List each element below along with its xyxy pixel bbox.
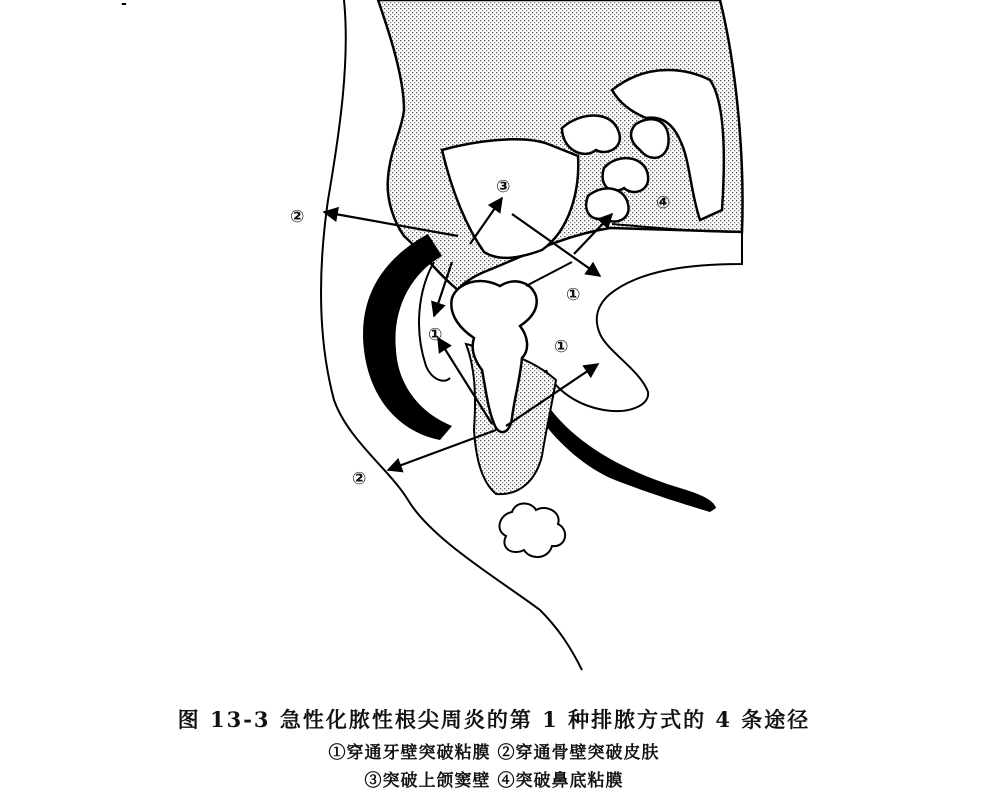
label-path2-lower: ② xyxy=(352,469,367,489)
label-path4: ④ xyxy=(656,193,671,213)
label-path2-upper: ② xyxy=(290,207,305,227)
figure-caption-title: 图 13-3 急性化脓性根尖周炎的第 1 种排脓方式的 4 条途径 xyxy=(177,707,811,732)
figure-caption-legend-2: ③突破上颌窦壁 ④突破鼻底粘膜 xyxy=(364,771,624,791)
label-path1-left: ① xyxy=(428,325,443,345)
cortical-bone-lower xyxy=(538,400,716,512)
label-path1-upper-right: ① xyxy=(566,285,581,305)
arrow-sinus-connector xyxy=(526,262,572,286)
label-path3: ③ xyxy=(496,177,511,197)
nasal-cell-lower xyxy=(586,188,628,221)
stray-mark: - xyxy=(121,0,127,12)
nasal-cell-middle xyxy=(603,158,649,192)
tissue-mass xyxy=(499,504,565,558)
nasal-cell-upper xyxy=(562,116,620,154)
label-path1-right: ① xyxy=(554,337,569,357)
figure-caption-legend-1: ①穿通牙壁突破粘膜 ②穿通骨壁突破皮肤 xyxy=(328,743,660,763)
